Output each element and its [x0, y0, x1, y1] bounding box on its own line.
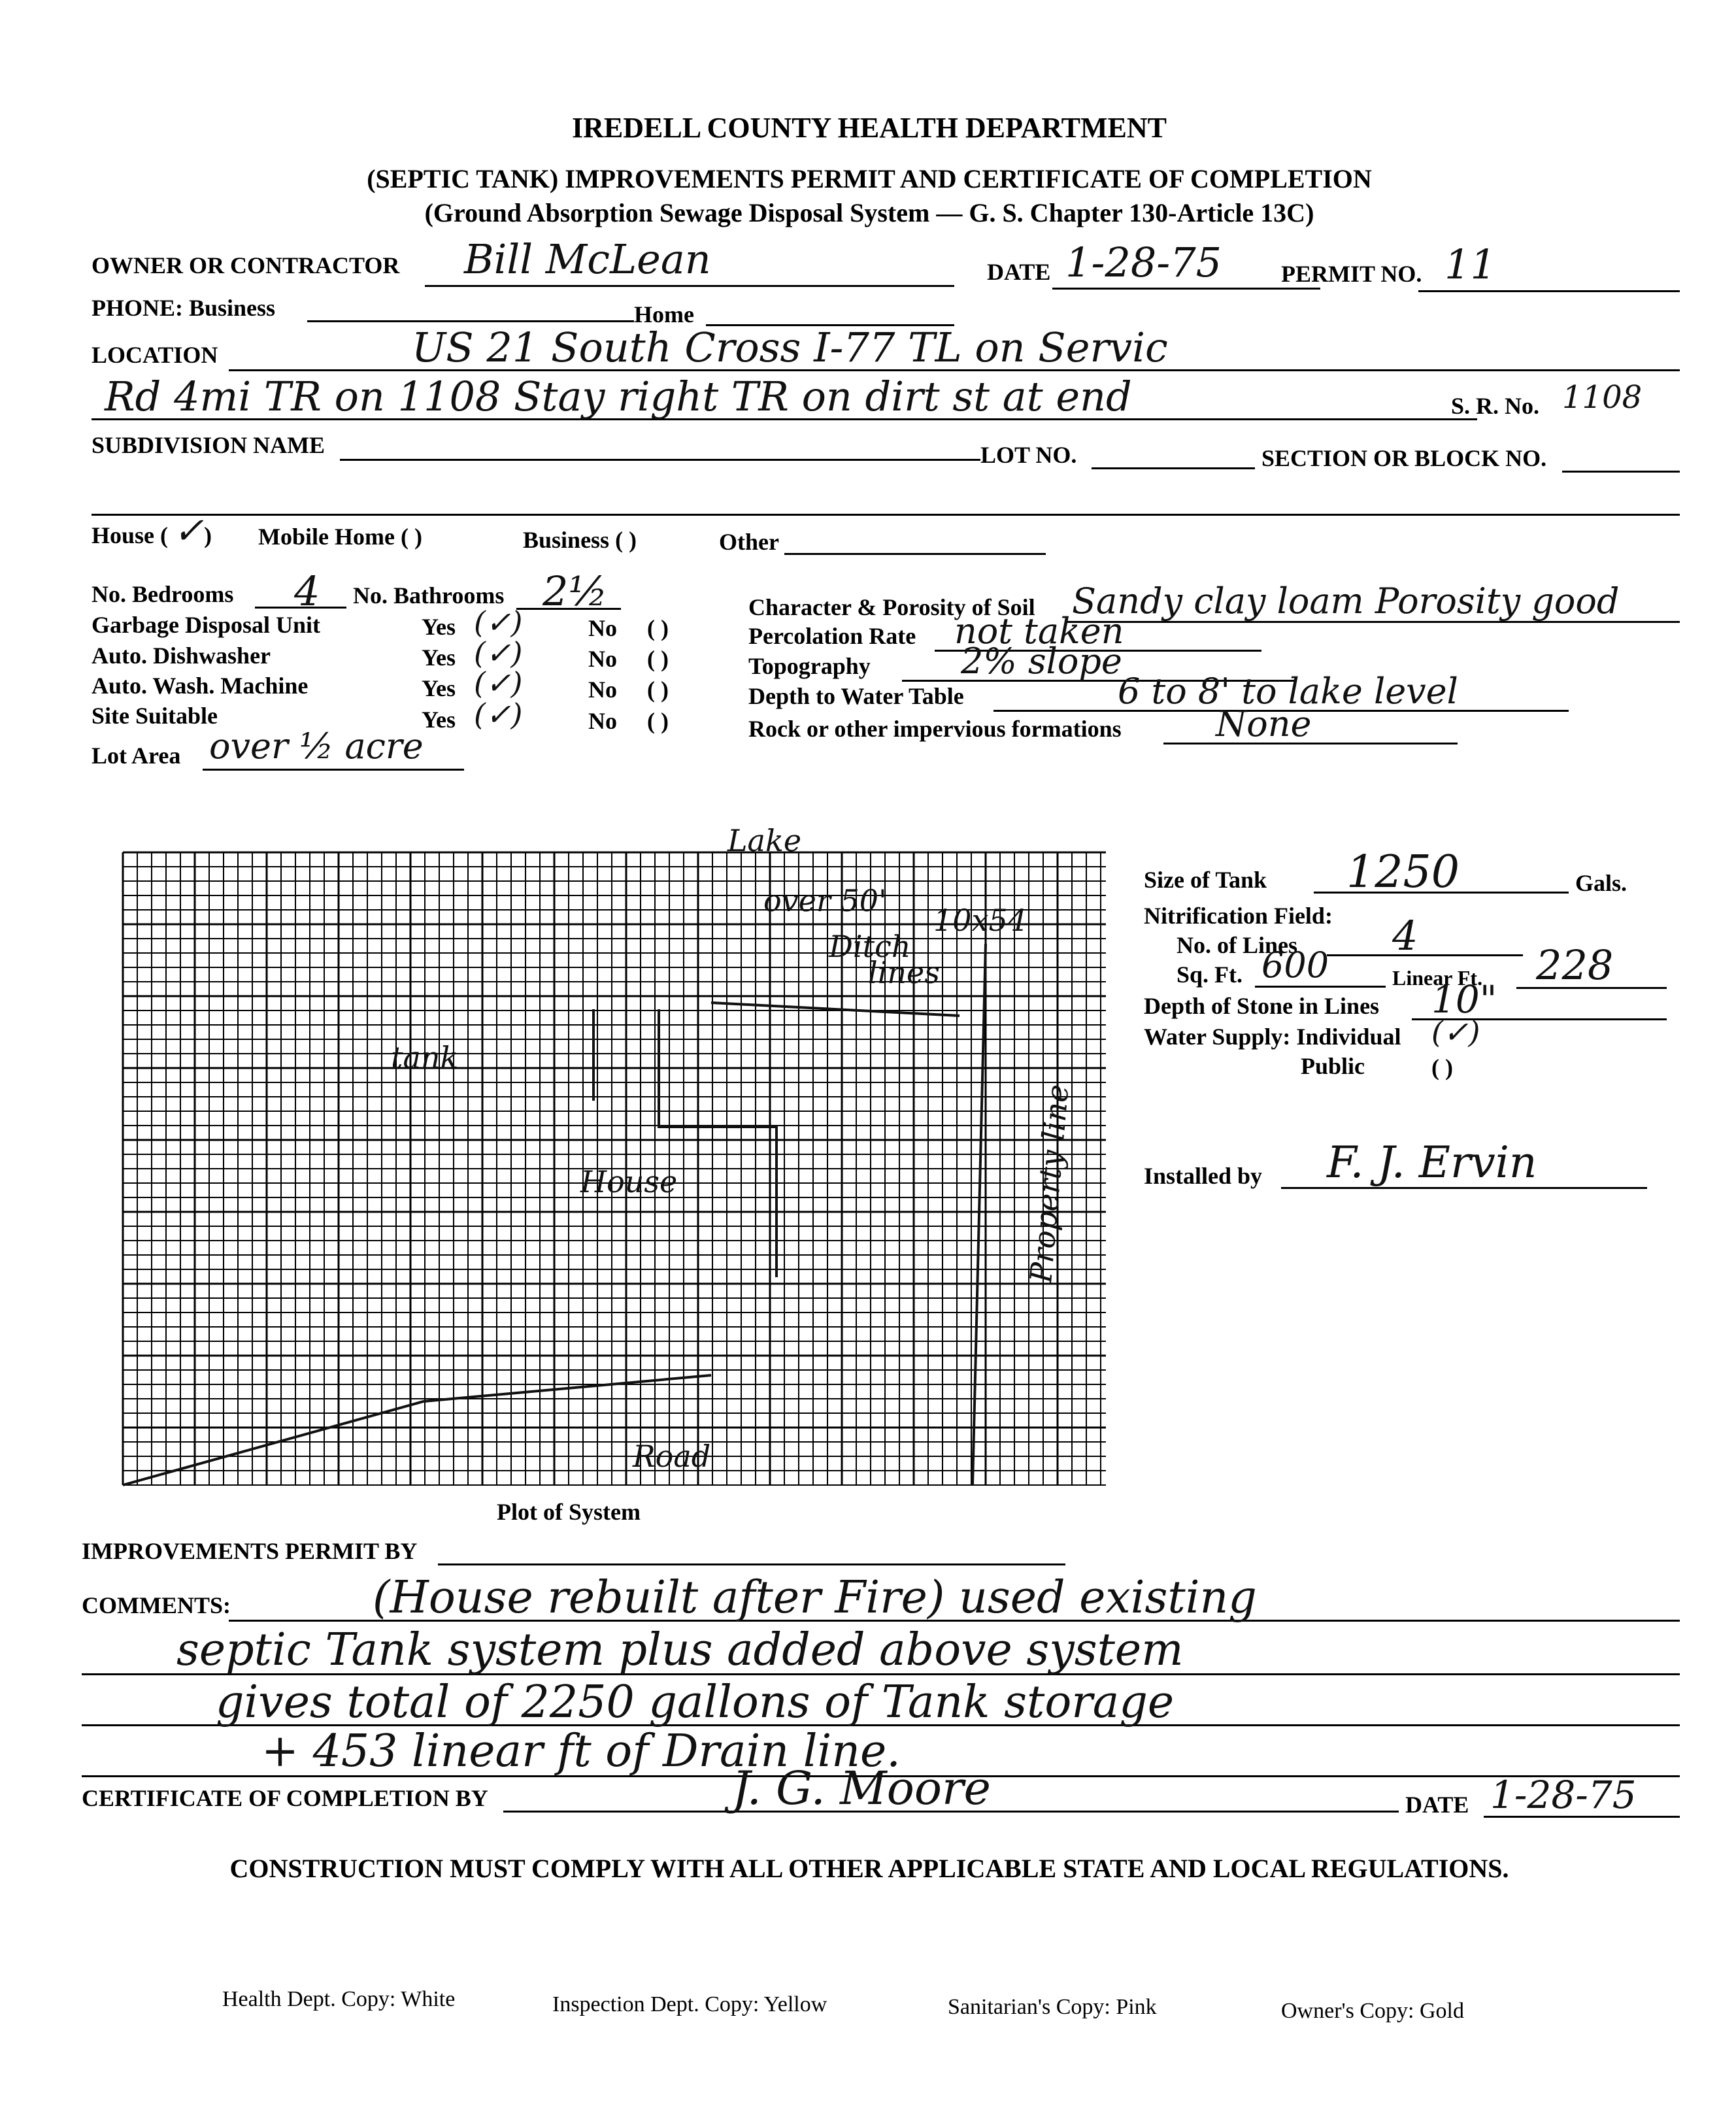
permit-line — [1418, 290, 1680, 292]
location-label: LOCATION — [92, 342, 218, 368]
plot-note-tank: tank — [391, 1040, 459, 1075]
bathrooms-label: No. Bathrooms — [353, 582, 505, 609]
bedrooms-label: No. Bedrooms — [92, 581, 234, 607]
plot-note-lines: lines — [868, 955, 940, 990]
bedrooms-value: 4 — [294, 567, 320, 615]
phone-business-label: PHONE: Business — [92, 295, 276, 321]
lines-value: 4 — [1392, 912, 1418, 960]
check-label-1: Auto. Dishwasher — [92, 643, 271, 669]
lines-label: No. of Lines — [1177, 932, 1298, 958]
permit-by-line — [438, 1563, 1065, 1565]
water-individual-label: Water Supply: Individual — [1144, 1024, 1401, 1050]
sr-label: S. R. No. — [1451, 393, 1540, 419]
soil-label-1: Percolation Rate — [748, 623, 916, 649]
permit-label: PERMIT NO. — [1281, 261, 1422, 287]
soil-label-4: Rock or other impervious formations — [748, 716, 1122, 742]
copy-health: Health Dept. Copy: White — [222, 1987, 456, 2011]
owner-label: OWNER OR CONTRACTOR — [92, 252, 400, 278]
stone-label: Depth of Stone in Lines — [1144, 993, 1380, 1019]
location-value-1: US 21 South Cross I-77 TL on Servic — [412, 324, 1168, 371]
check-yes-1: (✓) — [474, 635, 523, 671]
soil-value-4: None — [1216, 703, 1312, 744]
check-label-2: Auto. Wash. Machine — [92, 673, 309, 699]
plot-note-distance: over 50' — [763, 883, 887, 918]
soil-value-0: Sandy clay loam Porosity good — [1072, 580, 1620, 622]
department-name: IREDELL COUNTY HEALTH DEPARTMENT — [572, 112, 1167, 144]
check-label-3: Site Suitable — [92, 703, 218, 729]
lot-line — [1092, 467, 1255, 469]
water-public-box: ( ) — [1431, 1054, 1453, 1080]
comments-text-4: + 453 linear ft of Drain line. — [261, 1726, 901, 1777]
check-no-label-1: No — [588, 646, 617, 672]
check-no-label-3: No — [588, 708, 617, 734]
soil-label-3: Depth to Water Table — [748, 683, 964, 709]
bathrooms-value: 2½ — [542, 567, 608, 615]
check-no-0: ( ) — [647, 615, 669, 641]
check-yes-2: (✓) — [474, 665, 523, 701]
check-yes-label-1: Yes — [422, 644, 456, 671]
sr-value: 1108 — [1562, 379, 1643, 416]
house-outline — [659, 1009, 776, 1277]
plot-note-ditch: Ditch — [829, 929, 911, 964]
soil-value-1: not taken — [954, 610, 1124, 652]
stone-value: 10" — [1431, 977, 1497, 1022]
check-yes-label-3: Yes — [422, 707, 456, 733]
linear-label: Linear Ft. — [1392, 966, 1483, 990]
plot-note-property: Property line — [1023, 1082, 1076, 1284]
plot-caption: Plot of System — [497, 1499, 641, 1525]
lot-area-line — [203, 769, 464, 771]
location-value-2: Rd 4mi TR on 1108 Stay right TR on dirt st at end — [105, 373, 1132, 420]
mobile-home-label: Mobile Home ( ) — [258, 524, 422, 550]
tank-size-unit: Gals. — [1575, 870, 1628, 896]
water-public-label: Public — [1301, 1053, 1365, 1079]
certificate-label: CERTIFICATE OF COMPLETION BY — [82, 1785, 488, 1811]
check-label-0: Garbage Disposal Unit — [92, 612, 321, 638]
lot-area-label: Lot Area — [92, 743, 181, 769]
tank-size-label: Size of Tank — [1144, 867, 1267, 893]
form-subtitle: (Ground Absorption Sewage Disposal System — G. S. Chapter 130-Article 13C) — [424, 198, 1314, 227]
other-line — [784, 553, 1046, 555]
section-line — [1562, 471, 1680, 473]
subdivision-label: SUBDIVISION NAME — [92, 432, 326, 458]
sqft-line — [1255, 986, 1386, 988]
soil-value-2: 2% slope — [961, 641, 1122, 682]
plot-note-lake: Lake — [727, 823, 802, 858]
tank-size-value: 1250 — [1346, 846, 1460, 898]
sqft-label: Sq. Ft. — [1177, 961, 1243, 988]
soil-label-2: Topography — [748, 653, 871, 679]
check-yes-label-2: Yes — [422, 675, 456, 701]
check-yes-label-0: Yes — [422, 614, 456, 640]
check-no-1: ( ) — [647, 646, 669, 672]
house-label: House ( — [92, 522, 168, 548]
form-title: (SEPTIC TANK) IMPROVEMENTS PERMIT AND CERTIFICATE OF COMPLETION — [367, 164, 1372, 193]
section-label: SECTION OR BLOCK NO. — [1261, 445, 1547, 471]
other-label: Other — [719, 529, 779, 555]
permit-by-label: IMPROVEMENTS PERMIT BY — [82, 1538, 418, 1564]
water-individual-box: (✓) — [1431, 1014, 1480, 1050]
nitrification-label: Nitrification Field: — [1144, 903, 1333, 929]
permit-form — [46, 26, 1693, 2079]
date-value: 1-28-75 — [1065, 239, 1222, 286]
phone-home-label: Home — [634, 301, 694, 327]
owner-value: Bill McLean — [464, 235, 711, 283]
lot-area-value: over ½ acre — [209, 726, 424, 767]
certificate-date-label: DATE — [1405, 1792, 1469, 1818]
comments-text-2: septic Tank system plus added above system — [176, 1624, 1184, 1676]
phone-business-line — [307, 320, 634, 322]
copy-inspection: Inspection Dept. Copy: Yellow — [552, 1992, 827, 2016]
business-label: Business ( ) — [523, 527, 637, 553]
house-close: ) — [204, 522, 212, 548]
plot-grid — [123, 823, 1106, 1485]
comments-text-3: gives total of 2250 gallons of Tank storage — [216, 1677, 1175, 1728]
copy-owner: Owner's Copy: Gold — [1281, 1999, 1465, 2023]
compliance-notice: CONSTRUCTION MUST COMPLY WITH ALL OTHER APPLICABLE STATE AND LOCAL REGULATIONS. — [229, 1854, 1509, 1883]
sqft-value: 600 — [1261, 944, 1329, 986]
check-no-2: ( ) — [647, 677, 669, 703]
certificate-value: J. G. Moore — [732, 1762, 991, 1815]
soil-value-3: 6 to 8' to lake level — [1118, 671, 1458, 712]
installed-value: F. J. Ervin — [1327, 1137, 1537, 1188]
linear-value: 228 — [1536, 941, 1614, 989]
copy-sanitarian: Sanitarian's Copy: Pink — [948, 1995, 1157, 2019]
plot-note-road: Road — [633, 1439, 711, 1474]
plot-note-house: House — [580, 1164, 678, 1199]
ditch-line — [711, 1003, 960, 1016]
date-line — [1052, 288, 1320, 290]
check-yes-0: (✓) — [474, 605, 523, 640]
check-no-label-2: No — [588, 677, 617, 703]
plot-note-size: 10x54 — [933, 903, 1027, 938]
soil-label-0: Character & Porosity of Soil — [748, 594, 1035, 620]
comments-text-1: (House rebuilt after Fire) used existing — [373, 1572, 1257, 1624]
road-line — [123, 1375, 711, 1485]
lot-label: LOT NO. — [980, 442, 1077, 468]
check-yes-3: (✓) — [474, 697, 523, 732]
subdivision-line — [340, 459, 980, 461]
owner-line — [425, 285, 954, 287]
blank-line — [92, 514, 1680, 516]
check-no-3: ( ) — [647, 708, 669, 734]
permit-value: 11 — [1444, 241, 1496, 288]
lines-line — [1327, 954, 1523, 956]
check-no-label-0: No — [588, 615, 617, 641]
installed-label: Installed by — [1144, 1163, 1263, 1189]
comments-label: COMMENTS: — [82, 1592, 231, 1618]
date-label: DATE — [987, 259, 1051, 285]
certificate-date-value: 1-28-75 — [1490, 1773, 1637, 1817]
house-check: ✓ — [173, 510, 204, 552]
